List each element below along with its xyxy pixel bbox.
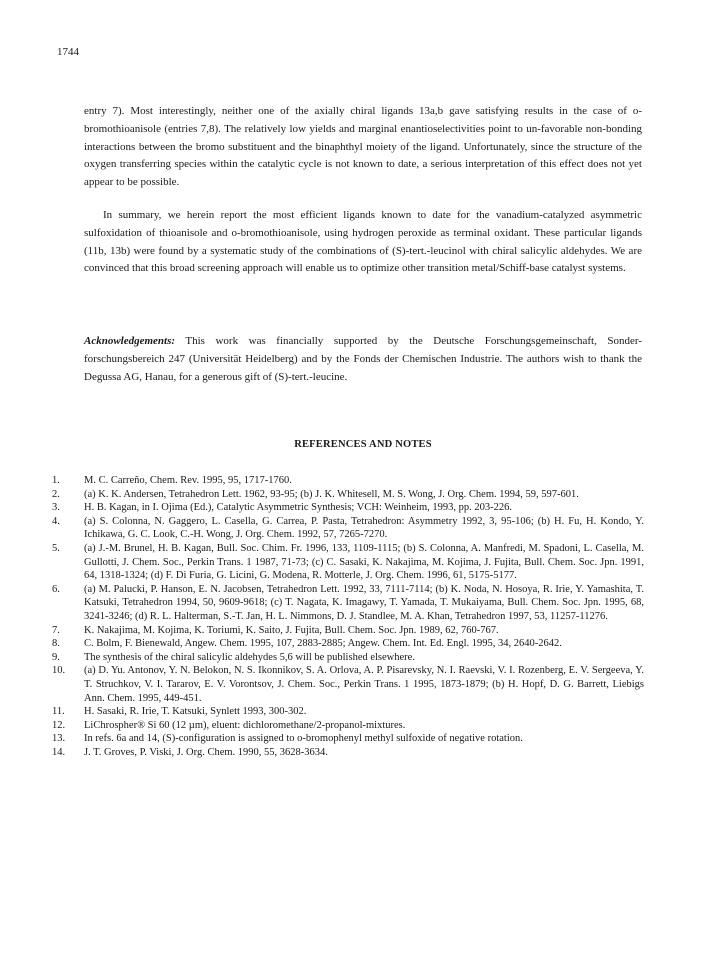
reference-item <box>52 542 644 583</box>
reference-number: 9. <box>52 651 60 663</box>
reference-item <box>52 637 644 651</box>
reference-number: 6. <box>52 583 60 595</box>
reference-item <box>52 705 644 719</box>
reference-number: 12. <box>52 719 66 731</box>
references-heading: REFERENCES AND NOTES <box>294 439 432 450</box>
reference-text: H. Sasaki, R. Irie, T. Katsuki, Synlett 1993, 300-302. <box>84 706 307 718</box>
reference-item <box>52 651 644 665</box>
references-list <box>52 474 644 759</box>
reference-number: 3. <box>52 502 60 514</box>
reference-text: (a) J.-M. Brunel, H. B. Kagan, Bull. Soc. Chim. Fr. 1996, 133, 1109-1115; (b) S. Colonna, A. Manfredi, M. Spadoni, L. Casella, M. Gullotti, J. Chem. Soc., Perkin Trans. 1 1987, 71-73; (c) C. Sasaki, K. Nakajima, M. Kojima, J. Fujita, Bull. Chem. Soc. Jpn. 1991, 64, 1318-1324; (d) F. Di Furia, G. Licini, G. Modena, R. Motterle, J. Org. Chem. 1996, 61, 5175-5177. <box>84 542 644 582</box>
page-number: 1744 <box>57 46 79 58</box>
reference-item <box>52 624 644 638</box>
acknowledgements-text: This work was financially supported by the Deutsche Forschungsgemeinschaft, Sonder-forschungsbereich 247 (Universität Heidelberg) and by the Fonds der Chemischen Industrie. The authors wish to thank the Degussa AG, Hanau, for a generous gift of (S)-tert.-leucine. <box>84 335 642 383</box>
reference-text: The synthesis of the chiral salicylic aldehydes 5,6 will be published elsewhere. <box>84 651 415 663</box>
reference-item <box>52 474 644 488</box>
reference-item <box>52 719 644 733</box>
reference-number: 8. <box>52 638 60 650</box>
reference-text: (a) K. K. Andersen, Tetrahedron Lett. 1962, 93-95; (b) J. K. Whitesell, M. S. Wong, J. Org. Chem. 1994, 59, 597-601. <box>84 488 579 500</box>
reference-number: 13. <box>52 733 66 745</box>
reference-number: 11. <box>52 706 65 718</box>
reference-item <box>52 488 644 502</box>
acknowledgements <box>84 333 642 386</box>
reference-text: (a) M. Palucki, P. Hanson, E. N. Jacobsen, Tetrahedron Lett. 1992, 33, 7111-7114; (b) K. Noda, N. Hosoya, R. Irie, Y. Yamashita, T. Katsuki, Tetrahedron 1994, 50, 9609-9618; (c) T. Nagata, K. Imagawy, T. Yamada, T. Mukaiyama, Bull. Chem. Soc. Jpn. 1995, 68, 3241-3246; (d) R. L. Halterman, S.-T. Jan, H. L. Nimmons, D. J. Standlee, M. A. Khan, Tetrahedron 1997, 53, 11257-11276. <box>84 583 644 622</box>
reference-item <box>52 501 644 515</box>
reference-item <box>52 732 644 746</box>
reference-text: LiChrospher® Si 60 (12 µm), eluent: dichloromethane/2-propanol-mixtures. <box>84 719 406 731</box>
reference-number: 1. <box>52 475 60 486</box>
reference-number: 5. <box>52 542 60 554</box>
reference-text: J. T. Groves, P. Viski, J. Org. Chem. 1990, 55, 3628-3634. <box>84 746 328 758</box>
reference-text: M. C. Carreño, Chem. Rev. 1995, 95, 1717-1760. <box>84 475 292 486</box>
acknowledgements-label: Acknowledgements: <box>84 335 176 347</box>
reference-number: 10. <box>52 665 66 677</box>
reference-text: K. Nakajima, M. Kojima, K. Toriumi, K. Saito, J. Fujita, Bull. Chem. Soc. Jpn. 1989, 62, 760-767. <box>84 624 499 636</box>
reference-text: H. B. Kagan, in I. Ojima (Ed.), Catalytic Asymmetric Synthesis; VCH: Weinheim, 1993, pp. 203-226. <box>84 502 513 514</box>
reference-text: (a) D. Yu. Antonov, Y. N. Belokon, N. S. Ikonnikov, S. A. Orlova, A. P. Pisarevsky, N. I. Raevski, V. I. Rozenberg, E. V. Sergeeva, Y. T. Struchkov, V. I. Tararov, E. V. Vorontsov, J. Chem. Soc., Perkin Trans. 1 1995, 1873-1879; (b) H. Hopf, D. G. Barrett, Liebigs Ann. Chem. 1995, 449-451. <box>84 665 644 704</box>
reference-item <box>52 515 644 542</box>
reference-text: (a) S. Colonna, N. Gaggero, L. Casella, G. Carrea, P. Pasta, Tetrahedron: Asymmetry 1992, 3, 95-106; (b) H. Fu, H. Kondo, Y. Ichikawa, G. C. Look, C.-H. Wong, J. Org. Chem. 1992, 57, 7265-7270. <box>84 515 644 541</box>
reference-number: 2. <box>52 488 60 500</box>
reference-number: 7. <box>52 624 60 636</box>
reference-item <box>52 583 644 624</box>
reference-text: In refs. 6a and 14, (S)-configuration is assigned to o-bromophenyl methyl sulfoxide of negative rotation. <box>84 733 523 745</box>
body-paragraph-2: In summary, we herein report the most efficient ligands known to date for the vanadium-catalyzed asymmetric sulfoxidation of thioanisole and o-bromothioanisole, using hydrogen peroxide as terminal oxidant. These particular ligands (11b, 13b) were found by a systematic study of the combinations of (S)-tert.-leucinol with chiral salicylic aldehydes. We are convinced that this broad screening approach will enable us to optimize other transition metal/Schiff-base catalyst systems. <box>84 209 642 275</box>
reference-number: 4. <box>52 515 60 527</box>
reference-text: C. Bolm, F. Bienewald, Angew. Chem. 1995, 107, 2883-2885; Angew. Chem. Int. Ed. Engl. 1995, 34, 2640-2642. <box>84 638 562 650</box>
reference-number: 14. <box>52 746 66 758</box>
reference-item <box>52 664 644 705</box>
reference-item <box>52 746 644 760</box>
body-paragraph-1: entry 7). Most interestingly, neither one of the axially chiral ligands 13a,b gave satisfying results in the case of o-bromothioanisole (entries 7,8). The relatively low yields and marginal enantioselectivities point to un-favorable non-bonding interactions between the bromo substituent and the binaphthyl moiety of the ligand. Unfortunately, since the structure of the oxygen transferring species within the catalytic cycle is not known to date, a serious interpretation of this effect does not yet appear to be possible. <box>84 105 642 189</box>
